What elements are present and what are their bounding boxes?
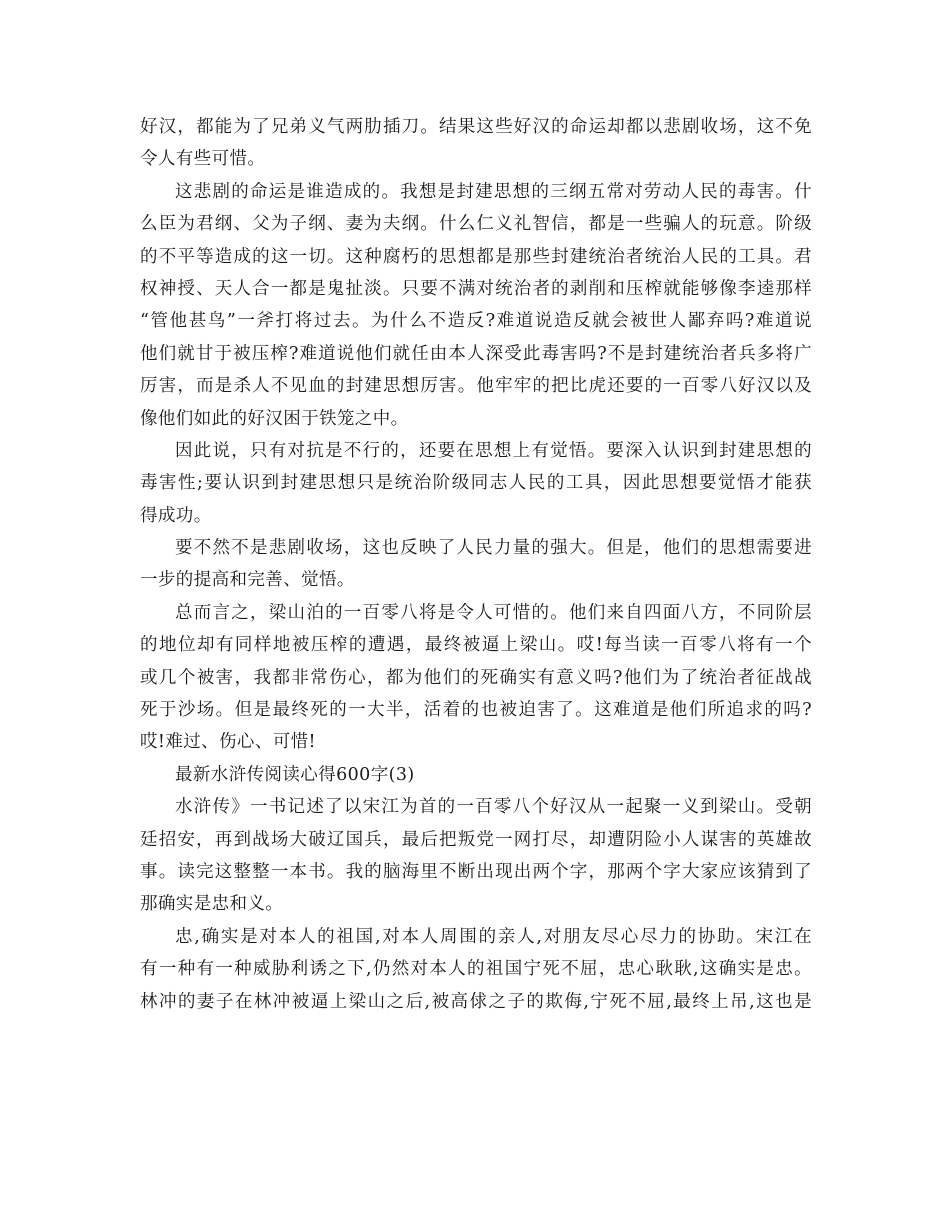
text-line: 这悲剧的命运是谁造成的。我想是封建思想的三纲五常对劳动人民的毒害。什 — [175, 181, 812, 202]
text-line: 么臣为君纲、父为子纲、妻为夫纲。什么仁义礼智信，都是一些骗人的玩意。阶级 — [140, 214, 812, 235]
text-line: 毒害性;要认识到封建思想只是统治阶级同志人民的工具，因此思想要觉悟才能获 — [140, 473, 812, 494]
body-text — [140, 111, 812, 1018]
text-line: 哎!难过、伤心、可惜! — [140, 732, 316, 753]
text-line: 有一种有一种威胁利诱之下,仍然对本人的祖国宁死不屈，忠心耿耿,这确实是忠。 — [140, 959, 812, 980]
text-line: 厉害，而是杀人不见血的封建思想厉害。他牢牢的把比虎还要的一百零八好汉以及 — [140, 376, 812, 397]
text-line: 总而言之，梁山泊的一百零八将是令人可惜的。他们来自四面八方，不同阶层 — [175, 602, 812, 623]
text-line: 林冲的妻子在林冲被逼上梁山之后,被高俅之子的欺侮,宁死不屈,最终上吊,这也是 — [140, 991, 812, 1012]
text-line: 廷招安，再到战场大破辽国兵，最后把叛党一网打尽，却遭阴险小人谋害的英雄故 — [140, 829, 812, 850]
text-line: 像他们如此的好汉困于铁笼之中。 — [140, 408, 409, 429]
text-line: 得成功。 — [140, 505, 212, 526]
text-line: 的不平等造成的这一切。这种腐朽的思想都是那些封建统治者统治人民的工具。君 — [140, 246, 812, 267]
text-line: 因此说，只有对抗是不行的，还要在思想上有觉悟。要深入认识到封建思想的 — [175, 440, 812, 461]
text-line: 令人有些可惜。 — [140, 149, 266, 170]
text-line: 他们就甘于被压榨?难道说他们就任由本人深受此毒害吗?不是封建统治者兵多将广 — [140, 343, 812, 364]
text-line: 最新水浒传阅读心得600字(3) — [175, 764, 415, 785]
text-line: 水浒传》一书记述了以宋江为首的一百零八个好汉从一起聚一义到梁山。受朝 — [175, 797, 812, 818]
text-line: 权神授、天人合一都是鬼扯淡。只要不满对统治者的剥削和压榨就能够像李逵那样 — [140, 278, 812, 299]
text-line: 要不然不是悲剧收场，这也反映了人民力量的强大。但是，他们的思想需要进 — [175, 538, 812, 559]
text-line: 那确实是忠和义。 — [140, 894, 284, 915]
text-line: 死于沙场。但是最终死的一大半，活着的也被迫害了。这难道是他们所追求的吗? — [140, 700, 812, 721]
text-line: “管他甚鸟”一斧打将过去。为什么不造反?难道说造反就会被世人鄙弃吗?难道说 — [140, 311, 812, 332]
text-line: 的地位却有同样地被压榨的遭遇，最终被逼上梁山。哎!每当读一百零八将有一个 — [140, 635, 812, 656]
text-line: 一步的提高和完善、觉悟。 — [140, 570, 355, 591]
text-line: 好汉，都能为了兄弟义气两肋插刀。结果这些好汉的命运却都以悲剧收场，这不免 — [140, 117, 812, 137]
text-line: 或几个被害，我都非常伤心，都为他们的死确实有意义吗?他们为了统治者征战战 — [140, 667, 812, 688]
text-line: 忠,确实是对本人的祖国,对本人周围的亲人,对朋友尽心尽力的协助。宋江在 — [175, 926, 812, 947]
text-line: 事。读完这整整一本书。我的脑海里不断出现出两个字，那两个字大家应该猜到了 — [140, 861, 812, 882]
